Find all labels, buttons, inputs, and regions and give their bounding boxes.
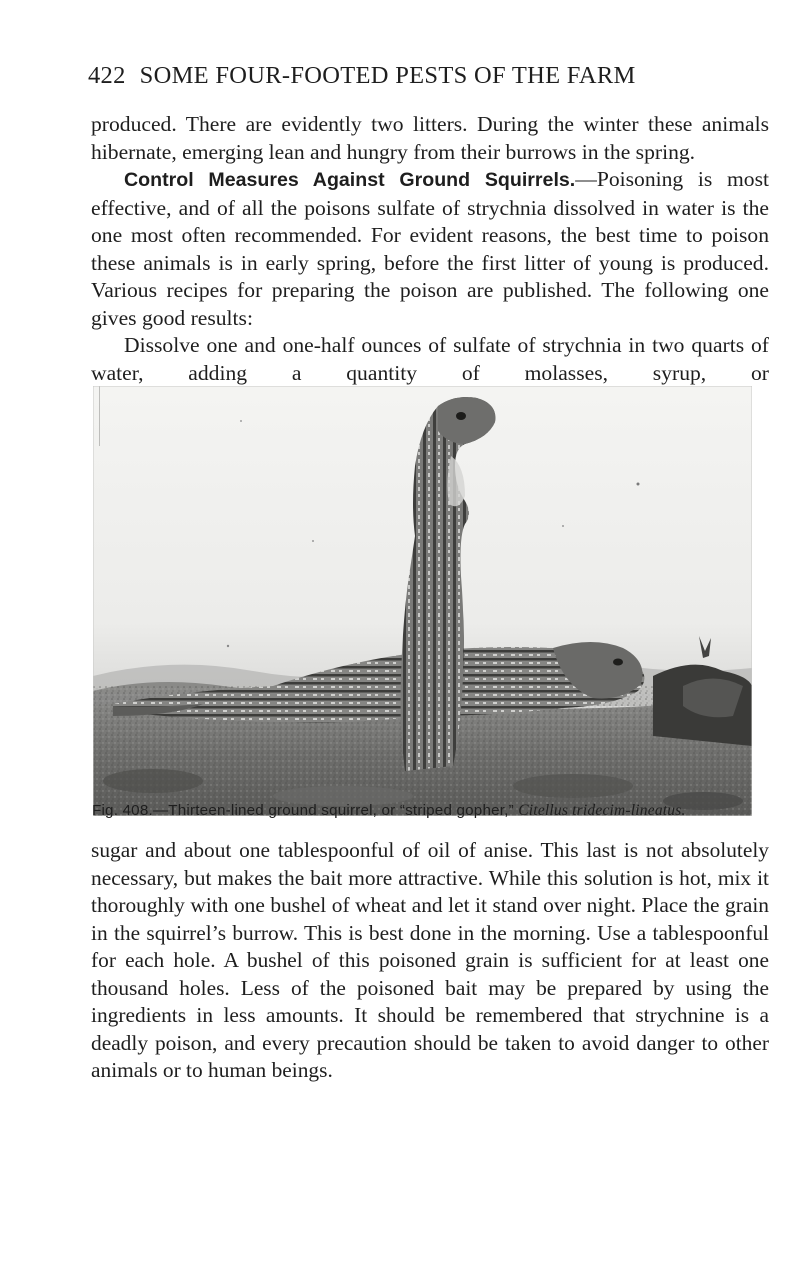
section-heading: Control Measures Against Ground Squirrels. [124,169,576,191]
paragraph-control-measures [91,166,769,332]
page-number: 422 [88,62,126,89]
paragraph-recipe-continued: sugar and about one tablespoonful of oil of anise. This last is not absolutely necessary, but makes the bait more attractive. While this solution is hot, mix it thoroughly with one bushel of wheat and let it stand over night. Place the grain in the squirrel’s burrow. This is best done in the morning. Use a tablespoonful for each hole. A bushel of this poisoned grain is sufficient for at least one thousand holes. Less of the poisoned bait may be prepared by using the ingredients in less amounts. It should be remembered that strychnine is a deadly poison, and every precaution should be taken to avoid danger to other animals or to human beings. [91,838,769,1082]
paragraph-recipe: Dissolve one and one-half ounces of sulfate of strychnia in two quarts of water, adding a quantity of molasses, syrup, or [91,333,769,385]
caption-label: Fig. 408. [92,802,153,819]
paragraph-text: —Poisoning is most effective, and of all the poisons sulfate of strychnia dissolved in water is the one most often recommended. For evident reasons, the best time to poison these animals is in early spring, before the first litter of young is produced. Various recipes for preparing the poison are published. The following one gives good results: [91,167,769,330]
caption-text: —Thirteen-lined ground squirrel, or “striped gopher,” [152,802,514,819]
paragraph-continuation: produced. There are evidently two litters. During the winter these animals hibernate, emerging lean and hungry from their burrows in the spring. [91,112,769,164]
running-header [88,62,768,90]
squirrel-photo-icon [93,386,752,816]
running-title: SOME FOUR-FOOTED PESTS OF THE FARM [139,62,636,89]
caption-species: Citellus tridecim-lineatus. [518,802,686,819]
body-text-top [91,111,769,387]
squirrel-figure [93,386,752,816]
figure-caption [92,802,772,820]
body-text-bottom [91,837,769,1085]
